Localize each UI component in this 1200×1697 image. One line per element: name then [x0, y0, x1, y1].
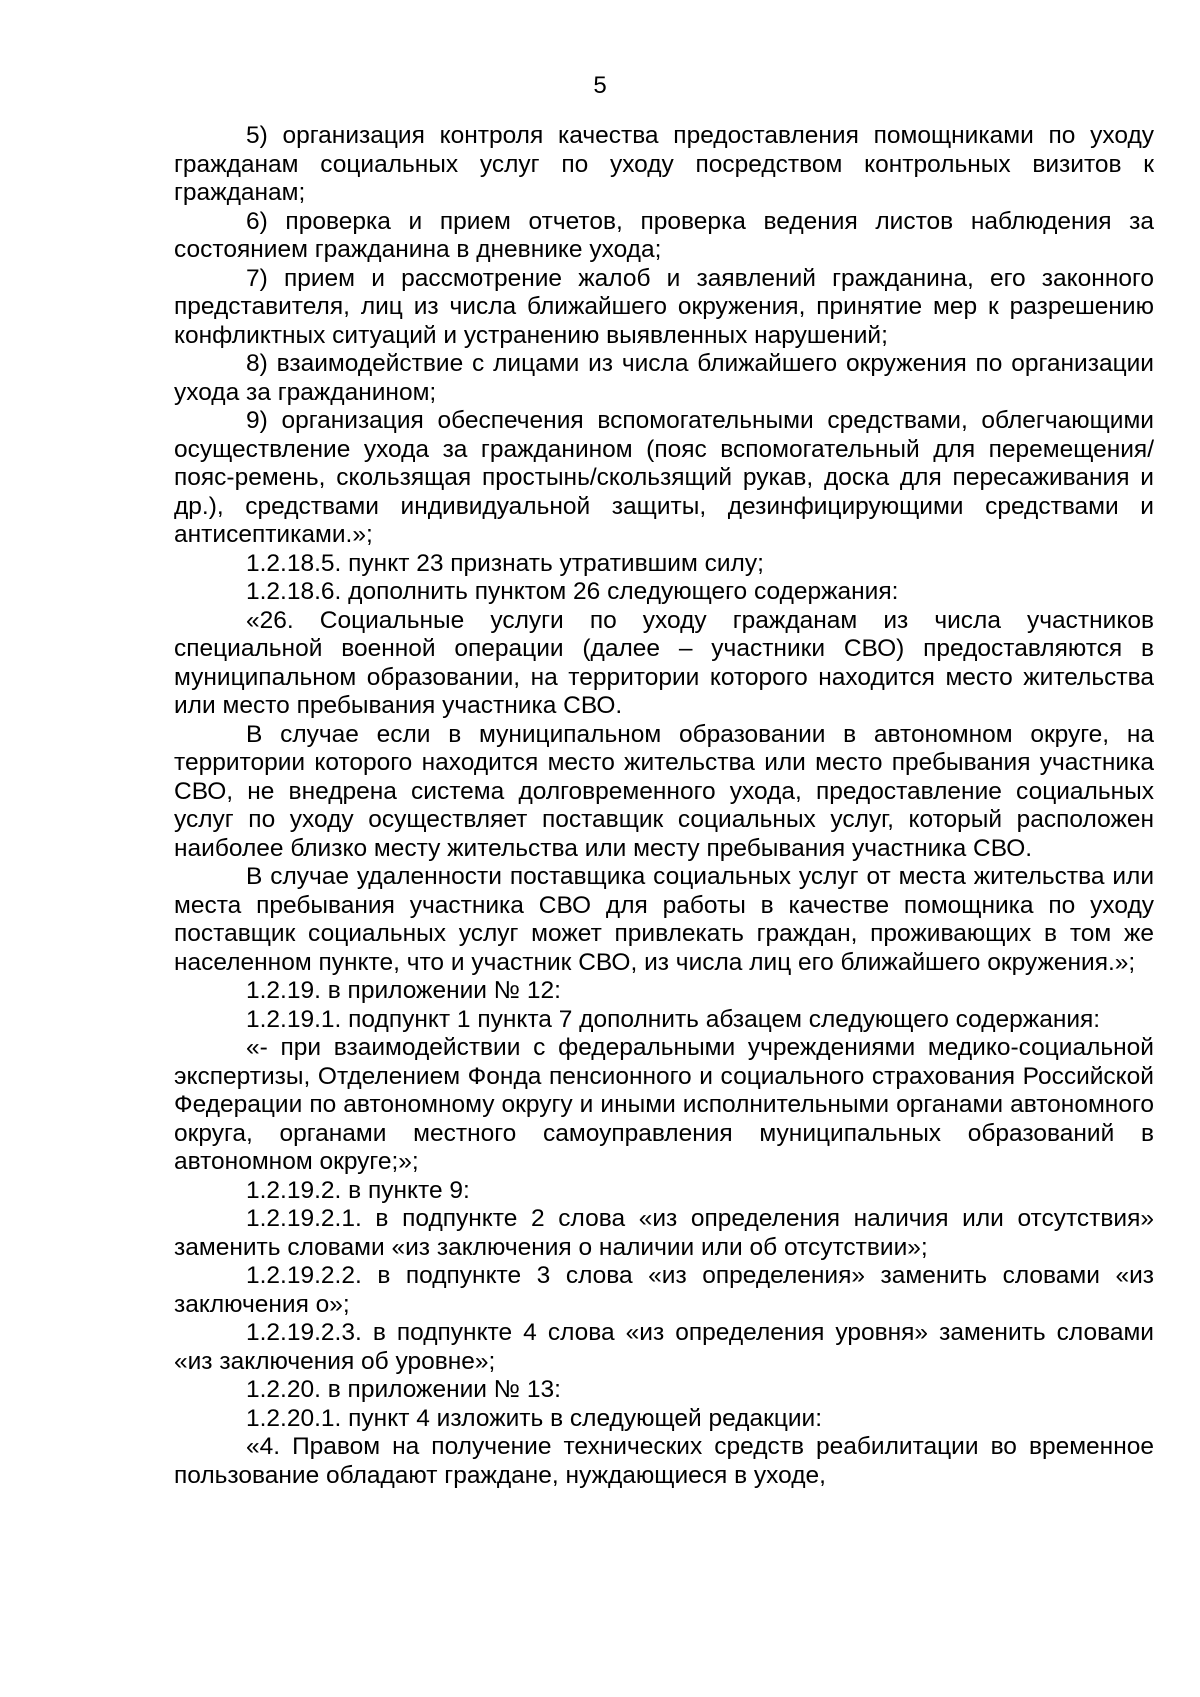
paragraph-item-6: 6) проверка и прием отчетов, проверка ведения листов наблюдения за состоянием гражданина в дневнике ухода;: [174, 207, 1154, 263]
paragraph-item-7: 7) прием и рассмотрение жалоб и заявлений гражданина, его законного представителя, лиц из числа ближайшего окружения, принятие мер к разрешению конфликтных ситуаций и устранению выявленных нарушений;: [174, 264, 1154, 349]
paragraph-item-4: «4. Правом на получение технических средств реабилитации во временное пользование обладают граждане, нуждающиеся в уходе,: [174, 1433, 1154, 1489]
paragraph-item-8: 8) взаимодействие с лицами из числа ближайшего окружения по организации ухода за гражданином;: [174, 350, 1154, 406]
paragraph-1-2-19-2-1: 1.2.19.2.1. в подпункте 2 слова «из определения наличия или отсутствия» заменить словами «из заключения о наличии или об отсутствии»;: [174, 1205, 1154, 1261]
paragraph-1-2-18-5: 1.2.18.5. пункт 23 признать утратившим силу;: [246, 549, 764, 577]
paragraph-item-9: 9) организация обеспечения вспомогательными средствами, облегчающими осуществление ухода за гражданином (пояс вспомогательный для перемещения/пояс-ремень, скользящая простынь/скользящий рукав, доска для пересаживания и др.), средствами индивидуальной защиты, дезинфицирующими средствами и антисептиками.»;: [174, 407, 1154, 548]
paragraph-item-26: «26. Социальные услуги по уходу гражданам из числа участников специальной военной операции (далее – участники СВО) предоставляются в муниципальном образовании, на территории которого находится место жительства или место пребывания участника СВО.: [174, 606, 1154, 719]
paragraph-1-2-19-2-2: 1.2.19.2.2. в подпункте 3 слова «из определения» заменить словами «из заключения о»;: [174, 1262, 1154, 1318]
paragraph-item-26-case-1: В случае если в муниципальном образовании в автономном округе, на территории которого находится место жительства или место пребывания участника СВО, не внедрена система долговременного ухода, предоставление социальных услуг по уходу осуществляет поставщик социальных услуг, который расположен наиболее близко месту жительства или месту пребывания участника СВО.: [174, 720, 1154, 862]
paragraph-item-5: 5) организация контроля качества предоставления помощниками по уходу гражданам социальных услуг по уходу посредством контрольных визитов к гражданам;: [174, 122, 1154, 206]
paragraph-item-26-case-2: В случае удаленности поставщика социальных услуг от места жительства или места пребывания участника СВО для работы в качестве помощника по уходу поставщик социальных услуг может привлекать граждан, проживающих в том же населенном пункте, что и участник СВО, из числа лиц его ближайшего окружения.»;: [174, 863, 1154, 976]
document-body: [174, 122, 1154, 1490]
paragraph-1-2-19-1: 1.2.19.1. подпункт 1 пункта 7 дополнить абзацем следующего содержания:: [246, 1005, 1101, 1033]
paragraph-1-2-19-2: 1.2.19.2. в пункте 9:: [246, 1176, 470, 1204]
paragraph-1-2-19: 1.2.19. в приложении № 12:: [246, 977, 561, 1004]
paragraph-1-2-20: 1.2.20. в приложении № 13:: [246, 1376, 561, 1403]
page-number: 5: [593, 72, 607, 99]
paragraph-1-2-20-1: 1.2.20.1. пункт 4 изложить в следующей редакции:: [246, 1404, 823, 1432]
paragraph-1-2-19-2-3: 1.2.19.2.3. в подпункте 4 слова «из определения уровня» заменить словами «из заключения об уровне»;: [174, 1319, 1154, 1375]
paragraph-1-2-19-1-text: «- при взаимодействии с федеральными учреждениями медико-социальной экспертизы, Отделением Фонда пенсионного и социального страхования Российской Федерации по автономному округу и иными исполнительными органами автономного округа, органами местного самоуправления муниципальных образований в автономном округе;»;: [174, 1034, 1154, 1175]
paragraph-1-2-18-6: 1.2.18.6. дополнить пунктом 26 следующего содержания:: [246, 578, 899, 605]
